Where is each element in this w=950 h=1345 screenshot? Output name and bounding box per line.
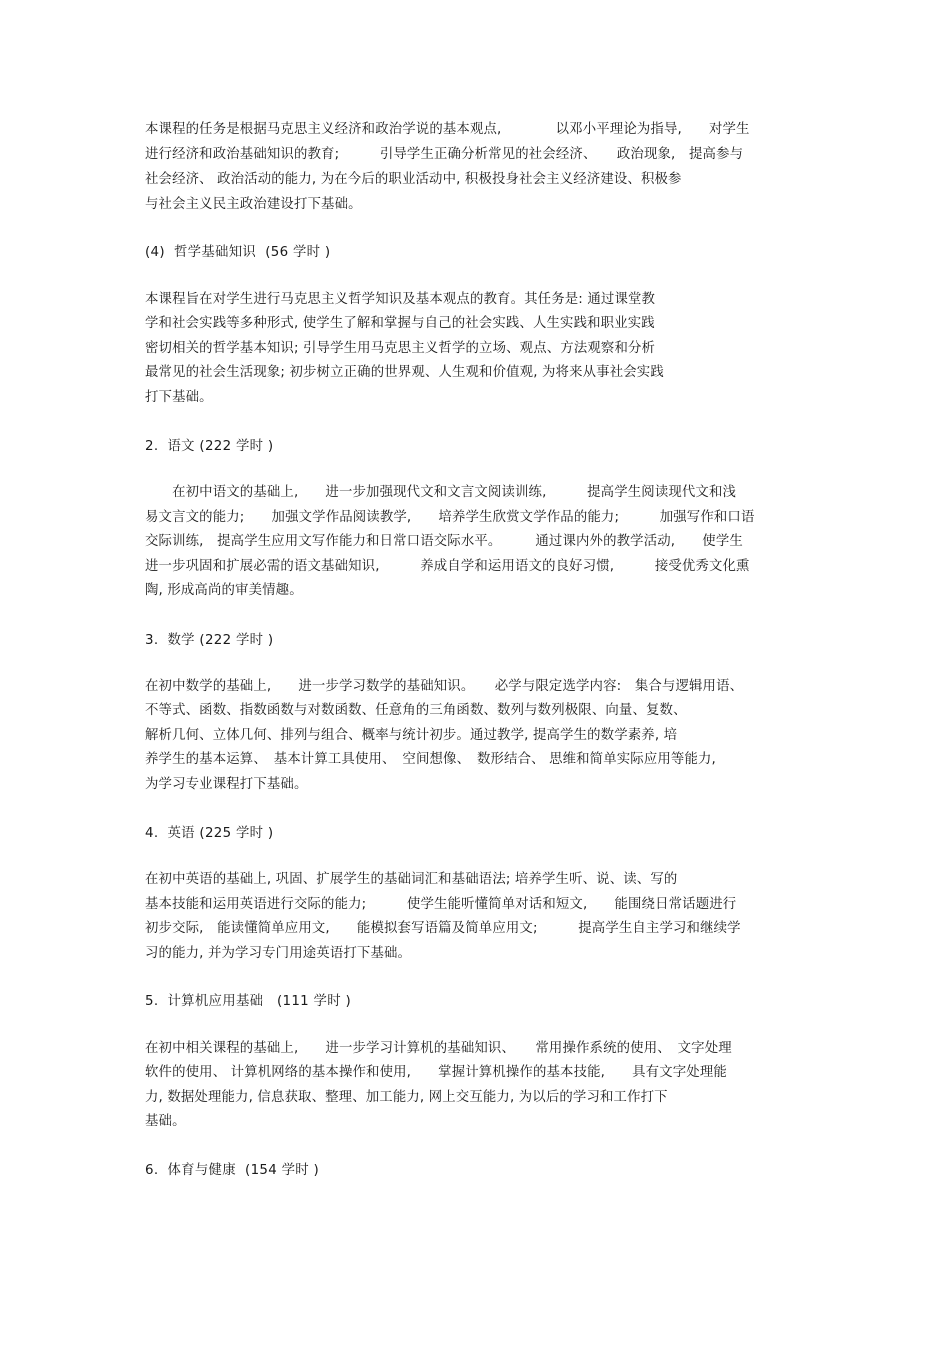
text-line: 在初中语文的基础上, 进一步加强现代文和文言文阅读训练, 提高学生阅读现代文和浅 — [145, 485, 737, 500]
text-line: 初步交际, 能读懂简单应用文, 能模拟套写语篇及简单应用文; 提高学生自主学习和继续学 — [145, 921, 741, 936]
text-line: 本课程的任务是根据马克思主义经济和政治学说的基本观点, 以邓小平理论为指导, 对学生 — [145, 122, 750, 137]
text-line: 习的能力, 并为学习专门用途英语打下基础。 — [145, 946, 412, 961]
section-heading: 6. 体育与健康 (154 学时 ) — [145, 1163, 320, 1178]
section-heading: 4. 英语 (225 学时 ) — [145, 826, 274, 841]
text-line: 在初中相关课程的基础上, 进一步学习计算机的基础知识、 常用操作系统的使用、 文字处理 — [145, 1041, 732, 1056]
text-line: 交际训练, 提高学生应用文写作能力和日常口语交际水平。 通过课内外的教学活动, 使学生 — [145, 534, 743, 549]
text-line: 力, 数据处理能力, 信息获取、整理、加工能力, 网上交互能力, 为以后的学习和工作打下 — [145, 1090, 668, 1105]
text-line: 学和社会实践等多种形式, 使学生了解和掌握与自己的社会实践、人生实践和职业实践 — [145, 316, 655, 331]
text-line: 基本技能和运用英语进行交际的能力; 使学生能听懂简单对话和短文, 能围绕日常话题进行 — [145, 897, 737, 912]
text-line: 本课程旨在对学生进行马克思主义哲学知识及基本观点的教育。其任务是: 通过课堂教 — [145, 292, 656, 307]
text-line: 为学习专业课程打下基础。 — [145, 777, 308, 792]
text-line: 养学生的基本运算、 基本计算工具使用、 空间想像、 数形结合、 思维和简单实际应用等能力, — [145, 752, 716, 767]
text-line: 在初中英语的基础上, 巩固、扩展学生的基础词汇和基础语法; 培养学生听、说、读、写的 — [145, 872, 678, 887]
text-line: 基础。 — [145, 1114, 186, 1129]
text-line: 软件的使用、 计算机网络的基本操作和使用, 掌握计算机操作的基本技能, 具有文字处理能 — [145, 1065, 727, 1080]
text-line: 进行经济和政治基础知识的教育; 引导学生正确分析常见的社会经济、 政治现象, 提高参与 — [145, 147, 744, 162]
section-heading: 5. 计算机应用基础 (111 学时 ) — [145, 994, 351, 1009]
section-heading: 2. 语文 (222 学时 ) — [145, 439, 274, 454]
text-line: 打下基础。 — [145, 390, 213, 405]
section-heading: (4) 哲学基础知识 (56 学时 ) — [145, 245, 331, 260]
text-line: 在初中数学的基础上, 进一步学习数学的基础知识。 必学与限定选学内容: 集合与逻辑用语、 — [145, 679, 744, 694]
text-line: 社会经济、 政治活动的能力, 为在今后的职业活动中, 积极投身社会主义经济建设、积极参 — [145, 172, 682, 187]
text-line: 密切相关的哲学基本知识; 引导学生用马克思主义哲学的立场、观点、方法观察和分析 — [145, 341, 656, 356]
text-line: 陶, 形成高尚的审美情趣。 — [145, 583, 303, 598]
section-heading: 3. 数学 (222 学时 ) — [145, 633, 274, 648]
text-line: 与社会主义民主政治建设打下基础。 — [145, 197, 362, 212]
text-line: 解析几何、立体几何、排列与组合、概率与统计初步。通过教学, 提高学生的数学素养, 培 — [145, 728, 678, 743]
text-line: 易文言文的能力; 加强文学作品阅读教学, 培养学生欣赏文学作品的能力; 加强写作和口语 — [145, 510, 755, 525]
text-line: 不等式、函数、指数函数与对数函数、任意角的三角函数、数列与数列极限、向量、复数、 — [145, 703, 687, 718]
text-line: 进一步巩固和扩展必需的语文基础知识, 养成自学和运用语文的良好习惯, 接受优秀文化熏 — [145, 559, 750, 574]
text-line: 最常见的社会生活现象; 初步树立正确的世界观、人生观和价值观, 为将来从事社会实践 — [145, 365, 664, 380]
